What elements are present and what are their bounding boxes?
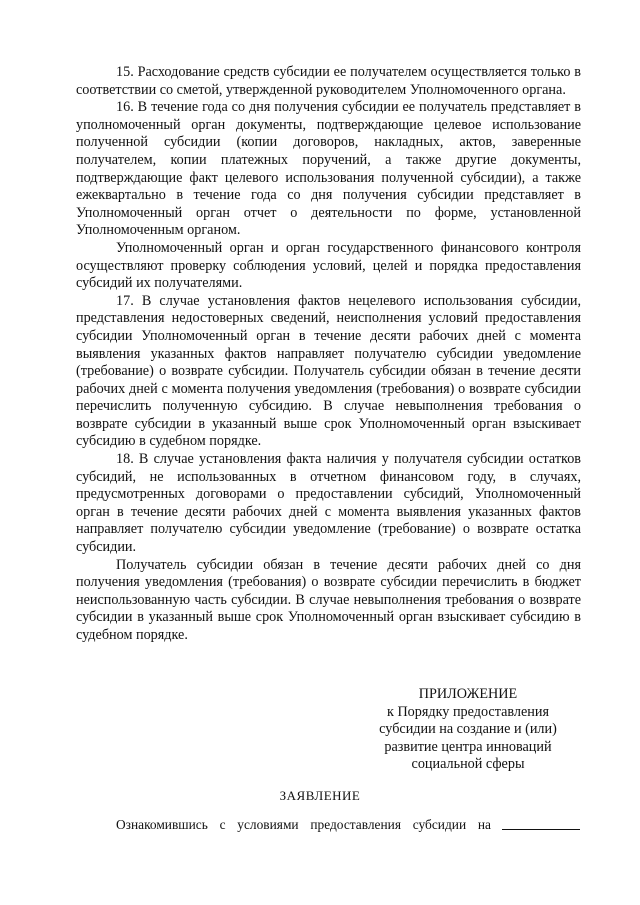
fill-in-blank-line (502, 829, 580, 830)
paragraph-control: Уполномоченный орган и орган государственного финансового контроля осуществляют проверку соблюдения условий, целей и порядка предоставления субсидий их получателями. (76, 239, 581, 292)
paragraph-16: 16. В течение года со дня получения субсидии ее получатель представляет в уполномоченный орган документы, подтверждающие целевое использование полученной субсидии (копии договоров, накладных, актов, заверенные получателем, копии платежных поручений, а также другие документы, подтверждающие факт целевого использования полученной субсидии), а также ежеквартально в течение года со дня получения субсидии представляет в Уполномоченный орган отчет о деятельности по форме, установленной Уполномоченным органом. (76, 99, 581, 239)
appendix-title: ПРИЛОЖЕНИЕ (418, 686, 518, 702)
paragraph-18: 18. В случае установления факта наличия у получателя субсидии остатков субсидий, не использованных в отчетном финансовом году, в случаях, предусмотренных договорами о предоставлении субсидий, Уполномоченный орган в течение десяти рабочих дней с момента выявления указанных фактов направляет получателю субсидии уведомление (требование) о возврате остатка субсидии. (76, 451, 581, 556)
document-body (76, 64, 581, 645)
statement-title: ЗАЯВЛЕНИЕ (279, 788, 361, 803)
appendix-line: субсидии на создание и (или) (379, 721, 557, 738)
appendix-line: социальной сферы (411, 756, 525, 773)
appendix-line: развитие центра инноваций (384, 738, 552, 755)
paragraph-17: 17. В случае установления фактов нецелевого использования субсидии, представления недостоверных сведений, неисполнения условий предоставления субсидии Уполномоченный орган в течение десяти рабочих дней с момента выявления указанных фактов направляет получателю субсидии уведомление (требование) о возврате субсидии. Получатель субсидии обязан в течение десяти рабочих дней с момента получения уведомления (требования) о возврате субсидии перечислить полученную субсидию. В случае невыполнения требования о возврате субсидии в указанный выше срок Уполномоченный орган взыскивает субсидию в судебном порядке. (76, 292, 581, 450)
paragraph-return-obligation: Получатель субсидии обязан в течение десяти рабочих дней со дня получения уведомления (требования) о возврате субсидии перечислить в бюджет неиспользованную часть субсидии. В случае невыполнения требования о возврате субсидии в указанный выше срок Уполномоченный орган взыскивает субсидию в судебном порядке. (76, 556, 581, 643)
appendix-block (348, 686, 588, 774)
statement-first-line-text: Ознакомившись с условиями предоставления субсидии на (116, 817, 491, 832)
statement-first-line (116, 816, 586, 836)
paragraph-15: 15. Расходование средств субсидии ее получателем осуществляется только в соответствии со сметой, утвержденной руководителем Уполномоченного органа. (76, 64, 581, 98)
appendix-line: к Порядку предоставления (387, 703, 549, 720)
